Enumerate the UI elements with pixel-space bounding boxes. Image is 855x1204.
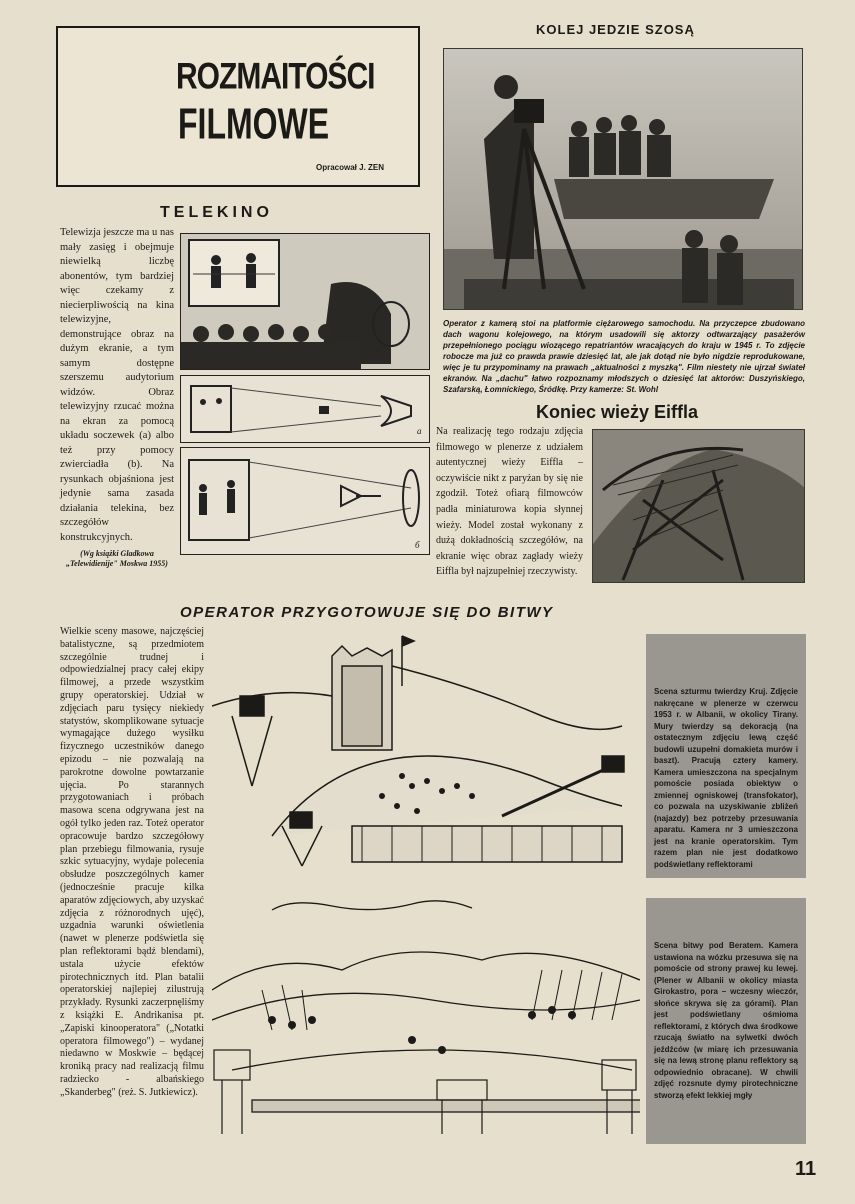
header-title-line2: FILMOWE — [178, 99, 330, 149]
berat-caption-box — [646, 898, 806, 1144]
eiffel-text-block — [436, 424, 583, 580]
operator-text-block — [60, 626, 204, 1099]
telekino-label-a: a — [417, 426, 422, 436]
fortress-assault-drawing — [212, 626, 640, 888]
telekino-title: TELEKINO — [160, 204, 273, 221]
telekino-label-b: б — [415, 540, 420, 550]
telekino-source: (Wg książki Gladkowa „Telewidienije" Moskwa 1955) — [66, 549, 168, 568]
berat-battle-drawing — [212, 890, 640, 1138]
header-credit: Opracował J. ZEN — [316, 163, 385, 172]
operator-body: Wielkie sceny masowe, najczęściej batalistyczne, są przedmiotem szczególnie trudnej i odpowiedzialnej pracy całej ekipy filmowej, a przede wszystkim grupy operatorskiej. Udział w zdjęciach paru tysięcy niekiedy statystów, skomplikowane sytuacje wymagające dużego wysiłku fizycznego uczestników danego epizodu – nie pozwalają na parokrotne dowolne powtarzanie ujęcia. Po starannych przygotowaniach i próbach masowa scena odgrywana jest na ogół tylko jeden raz. Toteż operator opracowuje bardzo szczegółowy plan przebiegu filmowania, rysuje szkic sytuacyjny, wydaje polecenia obsłudze poszczególnych kamer (jednocześnie pracuje kilka aparatów zdjęciowych, aby uzyskać zdjęcia z różnorodnych ujęć), uzgadnia warunki oświetlenia (nawet w plenerze podświetla się plan reflektorami bądź blendami), ustala użycie efektów pirotechnicznych itd. Plan batalii operatorskiej najlepiej zilustrują przykłady. Rysunki zaczerpnęliśmy z książki E. Andrikanisa pt. „Zapiski kinooperatora" („Notatki operatora filmowego") – wydanej niedawno w Moskwie – będącej kroniką pracy nad realizacją filmu radziecko - albańskiego „Skanderbeg" (reż. S. Jutkiewicz). — [60, 626, 204, 1098]
telekino-text-block — [60, 226, 174, 569]
eiffel-photo — [592, 429, 805, 583]
page-number: 11 — [795, 1158, 817, 1180]
header-title-line1: ROZMAITOŚCI — [176, 55, 375, 97]
eiffel-body: Na realizację tego rodzaju zdjęcia filmowego w plenerze z udziałem autentycznej wieży Eiffla – oczywiście nikt z paryżan by się nie zgodził. Toteż ofiarą filmowców padła miniaturowa kopia słynnej wieży. Model został wykonany z dużą dokładnością szczegółów, na ekranie więc obraz zagłady wieży Eiffla był najzupełniej rzeczywisty. — [436, 426, 583, 578]
fortress-caption-box — [646, 634, 806, 878]
section-header-box — [56, 26, 420, 187]
kolej-photo — [443, 48, 803, 310]
berat-caption: Scena bitwy pod Beratem. Kamera ustawiona na wózku przesuwa się na pomoście od strony prawej ku lewej. (Plener w Albanii w okolicy miasta Girokastro, pora – wczesny wieczór, słońce skrywa się za górami). Plan jest podświetlany ośmioma reflektorami, z których dwa środkowe rzucają światło na sylwetki dwóch jeźdźców (w miarę ich przesuwania się na lewą stronę planu reflektory są odpowiednio obracane). W chwili zdjęć rozsnute dymy pirotechniczne stworzą efekt lekkiej mgły — [654, 941, 798, 1100]
fortress-caption: Scena szturmu twierdzy Kruj. Zdjęcie nakręcane w plenerze w czerwcu 1953 r. w Albanii, w okolicy Tirany. Mury twierdzy są dekoracją (na ostatecznym zdjęciu lewą część budowli uzupełni domakieta murów i baszt). Pracują cztery kamery. Kamera umieszczona na specjalnym pomoście posiada obiektyw o zmiennej ogniskowej (transfokator), co pozwala na uzyskiwanie zbliżeń (najazdy) bez potrzeby przesuwania aparatu. Kamera nr 3 umieszczona jest na kranie operatorskim. Tym razem plan nie jest dodatkowo podświetlany reflektorami — [654, 687, 798, 869]
telekino-body: Telewizja jeszcze ma u nas mały zasięg i obejmuje niewielką liczbę abonentów, tym bardziej więc czekamy z niecierpliwością na kina telewizyjne, demonstrujące obraz na dużym ekranie, a tym samym dostępne szerszemu audytorium widzów. Obraz telewizyjny rzucać można na ekran za pomocą układu soczewek (a) albo też przy pomocy zwierciadła (b). Na rysunkach objaśniona jest jedynie sama zasada działania telekina, bez szczegółów konstrukcyjnych. — [60, 227, 174, 543]
operator-title: OPERATOR PRZYGOTOWUJE SIĘ DO BITWY — [180, 604, 554, 621]
kolej-title: KOLEJ JEDZIE SZOSĄ — [536, 22, 695, 37]
kolej-caption-block — [443, 318, 805, 395]
telekino-lens-diagram — [180, 375, 430, 443]
kolej-caption: Operator z kamerą stoi na platformie ciężarowego samochodu. Na przyczepce zbudowano dach wagonu kolejowego, na którym usadowili się aktorzy odtwarzający pasażerów przepełnionego pociągu wiozącego repatriantów wracających do kraju w 1945 r. To zdjęcie robocze ma już co prawda prawie dziesięć lat, ale jak dotąd nie było nigdzie reprodukowane, więc je tu przypominamy na prawach „aktualności z myszką". Film niestety nie ujrzał świateł ekranów. Na „dachu" łatwo rozpoznamy młodszych o dziesięć lat aktorów: Duszyńskiego, Szafarską, Łomnickiego, Śródkę. Przy kamerze: St. Wohl — [443, 319, 805, 394]
eiffel-title: Koniec wieży Eiffla — [536, 402, 699, 422]
telekino-cinema-illustration — [180, 233, 430, 370]
telekino-mirror-diagram — [180, 447, 430, 555]
